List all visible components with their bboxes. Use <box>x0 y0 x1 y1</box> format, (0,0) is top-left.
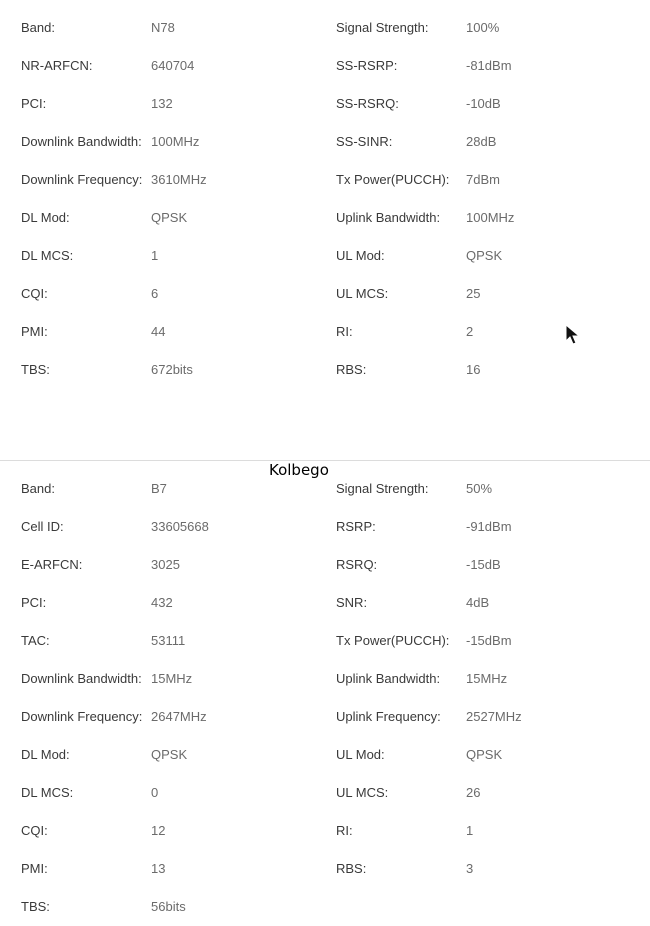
field-value: 33605668 <box>151 519 209 534</box>
field-label: DL MCS: <box>21 248 74 263</box>
field-label: RSRQ: <box>336 557 378 572</box>
field-label: UL MCS: <box>336 286 389 301</box>
field-label: SS-SINR: <box>336 134 393 149</box>
nr-info-row <box>0 313 650 351</box>
field-label: SS-RSRP: <box>336 58 398 73</box>
field-value: 100MHz <box>466 210 515 225</box>
field-value: 100% <box>466 20 500 35</box>
field-label: Downlink Frequency: <box>21 172 143 187</box>
field-value: -81dBm <box>466 58 512 73</box>
field-label: TBS: <box>21 899 50 914</box>
field-label: RBS: <box>336 861 367 876</box>
nr-info-row <box>0 161 650 199</box>
field-value: QPSK <box>466 248 503 263</box>
nr-info-row <box>0 85 650 123</box>
field-label: CQI: <box>21 286 48 301</box>
field-label: Tx Power(PUCCH): <box>336 633 450 648</box>
field-label: Cell ID: <box>21 519 64 534</box>
field-label: PMI: <box>21 324 48 339</box>
field-value: 672bits <box>151 362 193 377</box>
field-label: Downlink Frequency: <box>21 709 143 724</box>
field-value: 6 <box>151 286 159 301</box>
field-label: Tx Power(PUCCH): <box>336 172 450 187</box>
field-value: 7dBm <box>466 172 500 187</box>
field-label: SNR: <box>336 595 368 610</box>
field-value: 3610MHz <box>151 172 207 187</box>
field-value: 3 <box>466 861 474 876</box>
field-value: 16 <box>466 362 481 377</box>
field-label: Downlink Bandwidth: <box>21 134 142 149</box>
field-value: 3025 <box>151 557 180 572</box>
field-label: CQI: <box>21 823 48 838</box>
field-value: -91dBm <box>466 519 512 534</box>
lte-info-row <box>0 698 650 736</box>
field-value: QPSK <box>151 747 188 762</box>
lte-info-row <box>0 850 650 888</box>
lte-info-panel <box>0 461 650 921</box>
field-label: Uplink Bandwidth: <box>336 671 441 686</box>
field-label: RI: <box>336 324 353 339</box>
nr-info-row <box>0 237 650 275</box>
nr-info-row <box>0 9 650 47</box>
field-label: Band: <box>21 481 55 496</box>
field-label: PCI: <box>21 96 47 111</box>
field-label: Signal Strength: <box>336 481 429 496</box>
field-label: UL Mod: <box>336 747 385 762</box>
lte-info-row <box>0 584 650 622</box>
mouse-pointer-icon <box>565 324 581 346</box>
field-label: RBS: <box>336 362 367 377</box>
field-label: DL Mod: <box>21 210 70 225</box>
field-value: N78 <box>151 20 175 35</box>
field-label: RI: <box>336 823 353 838</box>
field-value: 432 <box>151 595 173 610</box>
field-value: 100MHz <box>151 134 200 149</box>
field-value: -15dB <box>466 557 501 572</box>
field-value: 15MHz <box>466 671 508 686</box>
overlay-label: Kolbego <box>269 461 329 479</box>
field-value: 0 <box>151 785 159 800</box>
lte-info-row <box>0 546 650 584</box>
field-value: 640704 <box>151 58 195 73</box>
nr-info-row <box>0 123 650 161</box>
field-value: 44 <box>151 324 166 339</box>
field-value: 53111 <box>151 633 186 648</box>
lte-info-row <box>0 622 650 660</box>
field-label: Uplink Bandwidth: <box>336 210 441 225</box>
field-label: PCI: <box>21 595 47 610</box>
lte-info-row <box>0 508 650 546</box>
field-label: Uplink Frequency: <box>336 709 441 724</box>
lte-info-row <box>0 812 650 850</box>
field-value: 15MHz <box>151 671 193 686</box>
lte-info-row <box>0 888 650 926</box>
field-value: 2647MHz <box>151 709 207 724</box>
field-value: 26 <box>466 785 481 800</box>
field-value: 4dB <box>466 595 490 610</box>
field-value: 56bits <box>151 899 186 914</box>
field-value: 50% <box>466 481 493 496</box>
field-value: 25 <box>466 286 481 301</box>
field-value: 12 <box>151 823 166 838</box>
field-value: 132 <box>151 96 173 111</box>
field-label: DL Mod: <box>21 747 70 762</box>
nr-info-row <box>0 351 650 389</box>
field-label: DL MCS: <box>21 785 74 800</box>
nr-info-row <box>0 47 650 85</box>
field-label: TBS: <box>21 362 50 377</box>
field-value: B7 <box>151 481 167 496</box>
lte-info-row <box>0 736 650 774</box>
field-value: 2 <box>466 324 474 339</box>
field-label: Downlink Bandwidth: <box>21 671 142 686</box>
field-value: 1 <box>151 248 159 263</box>
field-label: Signal Strength: <box>336 20 429 35</box>
nr-info-row <box>0 199 650 237</box>
field-label: PMI: <box>21 861 48 876</box>
field-label: UL MCS: <box>336 785 389 800</box>
field-label: UL Mod: <box>336 248 385 263</box>
nr-info-row <box>0 275 650 313</box>
field-value: 13 <box>151 861 166 876</box>
field-value: -15dBm <box>466 633 512 648</box>
field-label: TAC: <box>21 633 50 648</box>
field-value: 28dB <box>466 134 497 149</box>
field-label: RSRP: <box>336 519 376 534</box>
field-value: QPSK <box>466 747 503 762</box>
lte-info-row <box>0 774 650 812</box>
field-label: NR-ARFCN: <box>21 58 93 73</box>
field-value: 2527MHz <box>466 709 522 724</box>
field-value: 1 <box>466 823 474 838</box>
field-value: QPSK <box>151 210 188 225</box>
field-label: Band: <box>21 20 55 35</box>
field-label: SS-RSRQ: <box>336 96 399 111</box>
nr-info-panel <box>0 0 650 460</box>
field-value: -10dB <box>466 96 501 111</box>
lte-info-row <box>0 660 650 698</box>
lte-info-row <box>0 470 650 508</box>
field-label: E-ARFCN: <box>21 557 83 572</box>
